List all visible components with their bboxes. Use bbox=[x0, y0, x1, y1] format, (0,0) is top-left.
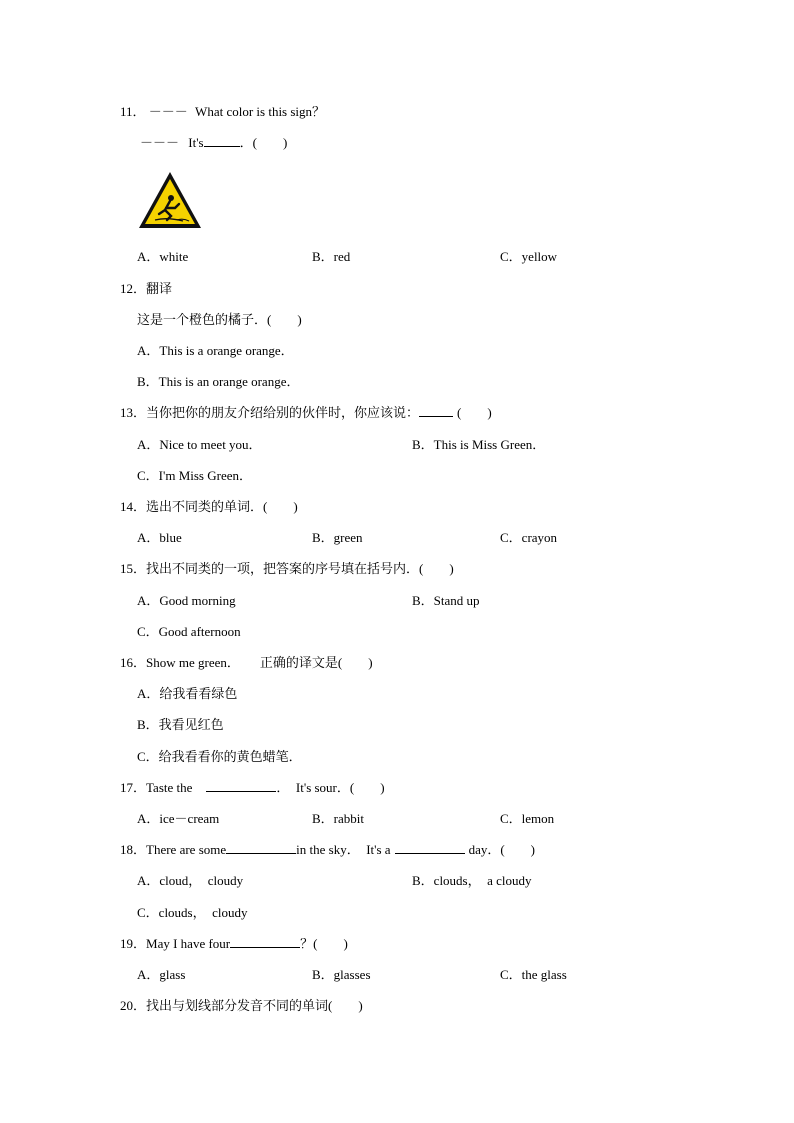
q14-number: 14． bbox=[120, 499, 147, 514]
q13-text: 当你把你的朋友介绍给别的伙伴时，你应该说： bbox=[146, 405, 420, 420]
q13-suffix: ( ) bbox=[457, 405, 492, 420]
q15-stem bbox=[120, 560, 454, 578]
q11-answer-prefix: It's bbox=[188, 135, 204, 150]
q11-answer-suffix: ．( ) bbox=[239, 135, 288, 150]
q14-stem bbox=[120, 498, 298, 516]
q18-option-a[interactable]: A．cloud， cloudy bbox=[137, 873, 244, 888]
q13-number: 13． bbox=[120, 405, 147, 420]
q15-option-c[interactable]: C．Good afternoon bbox=[137, 624, 241, 639]
q13-option-b[interactable]: B．This is Miss Green． bbox=[412, 437, 546, 452]
q19-option-b[interactable]: B．glasses bbox=[312, 967, 371, 982]
q11-number: 11． bbox=[120, 104, 146, 119]
q17-option-b[interactable]: B．rabbit bbox=[312, 811, 364, 826]
q12-stem bbox=[120, 280, 172, 298]
q12-title: 翻译 bbox=[146, 281, 173, 296]
q18-option-b[interactable]: B．clouds， a cloudy bbox=[412, 873, 532, 888]
q16-text: Show me green． bbox=[146, 655, 240, 670]
q11-option-c[interactable]: C．yellow bbox=[500, 249, 558, 264]
q11-text: What color is this sign？ bbox=[195, 104, 326, 119]
q18-number: 18． bbox=[120, 842, 147, 857]
q16-suffix: 正确的译文是( ) bbox=[259, 655, 373, 670]
q13-stem bbox=[120, 404, 492, 422]
q19-stem bbox=[120, 935, 348, 953]
q18-middle: in the sky． It's a bbox=[296, 842, 391, 857]
q18-blank-1[interactable] bbox=[226, 841, 296, 854]
q12-number: 12． bbox=[120, 281, 147, 296]
q11-answer-line bbox=[140, 134, 287, 152]
q12-option-a[interactable]: A．This is a orange orange． bbox=[137, 343, 294, 358]
q14-text: 选出不同类的单词．( ) bbox=[146, 499, 298, 514]
q18-suffix: day．( ) bbox=[468, 842, 535, 857]
q19-option-a[interactable]: A．glass bbox=[137, 967, 186, 982]
q18-text: There are some bbox=[146, 842, 227, 857]
q20-number: 20． bbox=[120, 998, 147, 1013]
q14-option-c[interactable]: C．crayon bbox=[500, 530, 558, 545]
q13-option-c[interactable]: C．I'm Miss Green． bbox=[137, 468, 253, 483]
q17-suffix: ． It's sour．( ) bbox=[276, 780, 385, 795]
warning-sign-icon bbox=[137, 170, 203, 230]
q13-blank[interactable] bbox=[419, 404, 453, 417]
q20-stem bbox=[120, 997, 363, 1015]
q17-option-a[interactable]: A．ice－cream bbox=[137, 811, 220, 826]
q16-stem bbox=[120, 654, 373, 672]
q18-stem bbox=[120, 841, 535, 859]
q17-blank[interactable] bbox=[206, 779, 276, 792]
q11-answer-dashes: －－－ bbox=[140, 135, 180, 150]
q12-prompt: 这是一个橙色的橘子．( ) bbox=[137, 312, 302, 327]
q16-option-a[interactable]: A．给我看看绿色 bbox=[137, 686, 238, 701]
q19-text: May I have four bbox=[146, 936, 231, 951]
q15-option-b[interactable]: B．Stand up bbox=[412, 593, 480, 608]
q17-number: 17． bbox=[120, 780, 147, 795]
q11-option-b[interactable]: B．red bbox=[312, 249, 351, 264]
q11-stem bbox=[120, 103, 325, 121]
q15-number: 15． bbox=[120, 561, 147, 576]
q16-number: 16． bbox=[120, 655, 147, 670]
q13-option-a[interactable]: A．Nice to meet you． bbox=[137, 437, 262, 452]
q14-option-a[interactable]: A．blue bbox=[137, 530, 182, 545]
q11-option-a[interactable]: A．white bbox=[137, 249, 189, 264]
q15-text: 找出不同类的一项，把答案的序号填在括号内．( ) bbox=[146, 561, 454, 576]
q15-option-a[interactable]: A．Good morning bbox=[137, 593, 236, 608]
q18-option-c[interactable]: C．clouds， cloudy bbox=[137, 905, 248, 920]
q17-text: Taste the bbox=[146, 780, 193, 795]
q16-option-b[interactable]: B．我看见红色 bbox=[137, 717, 224, 732]
q11-blank[interactable] bbox=[204, 134, 240, 147]
q12-option-b[interactable]: B．This is an orange orange． bbox=[137, 374, 300, 389]
q16-option-c[interactable]: C．给我看看你的黄色蜡笔． bbox=[137, 749, 302, 764]
q17-option-c[interactable]: C．lemon bbox=[500, 811, 555, 826]
q19-option-c[interactable]: C．the glass bbox=[500, 967, 567, 982]
q19-blank[interactable] bbox=[230, 935, 300, 948]
q11-dashes: －－－ bbox=[148, 104, 188, 119]
q17-stem bbox=[120, 779, 385, 797]
q19-number: 19． bbox=[120, 936, 147, 951]
q18-blank-2[interactable] bbox=[395, 841, 465, 854]
q14-option-b[interactable]: B．green bbox=[312, 530, 363, 545]
q19-suffix: ？( ) bbox=[300, 936, 348, 951]
q20-text: 找出与划线部分发音不同的单词( ) bbox=[146, 998, 363, 1013]
